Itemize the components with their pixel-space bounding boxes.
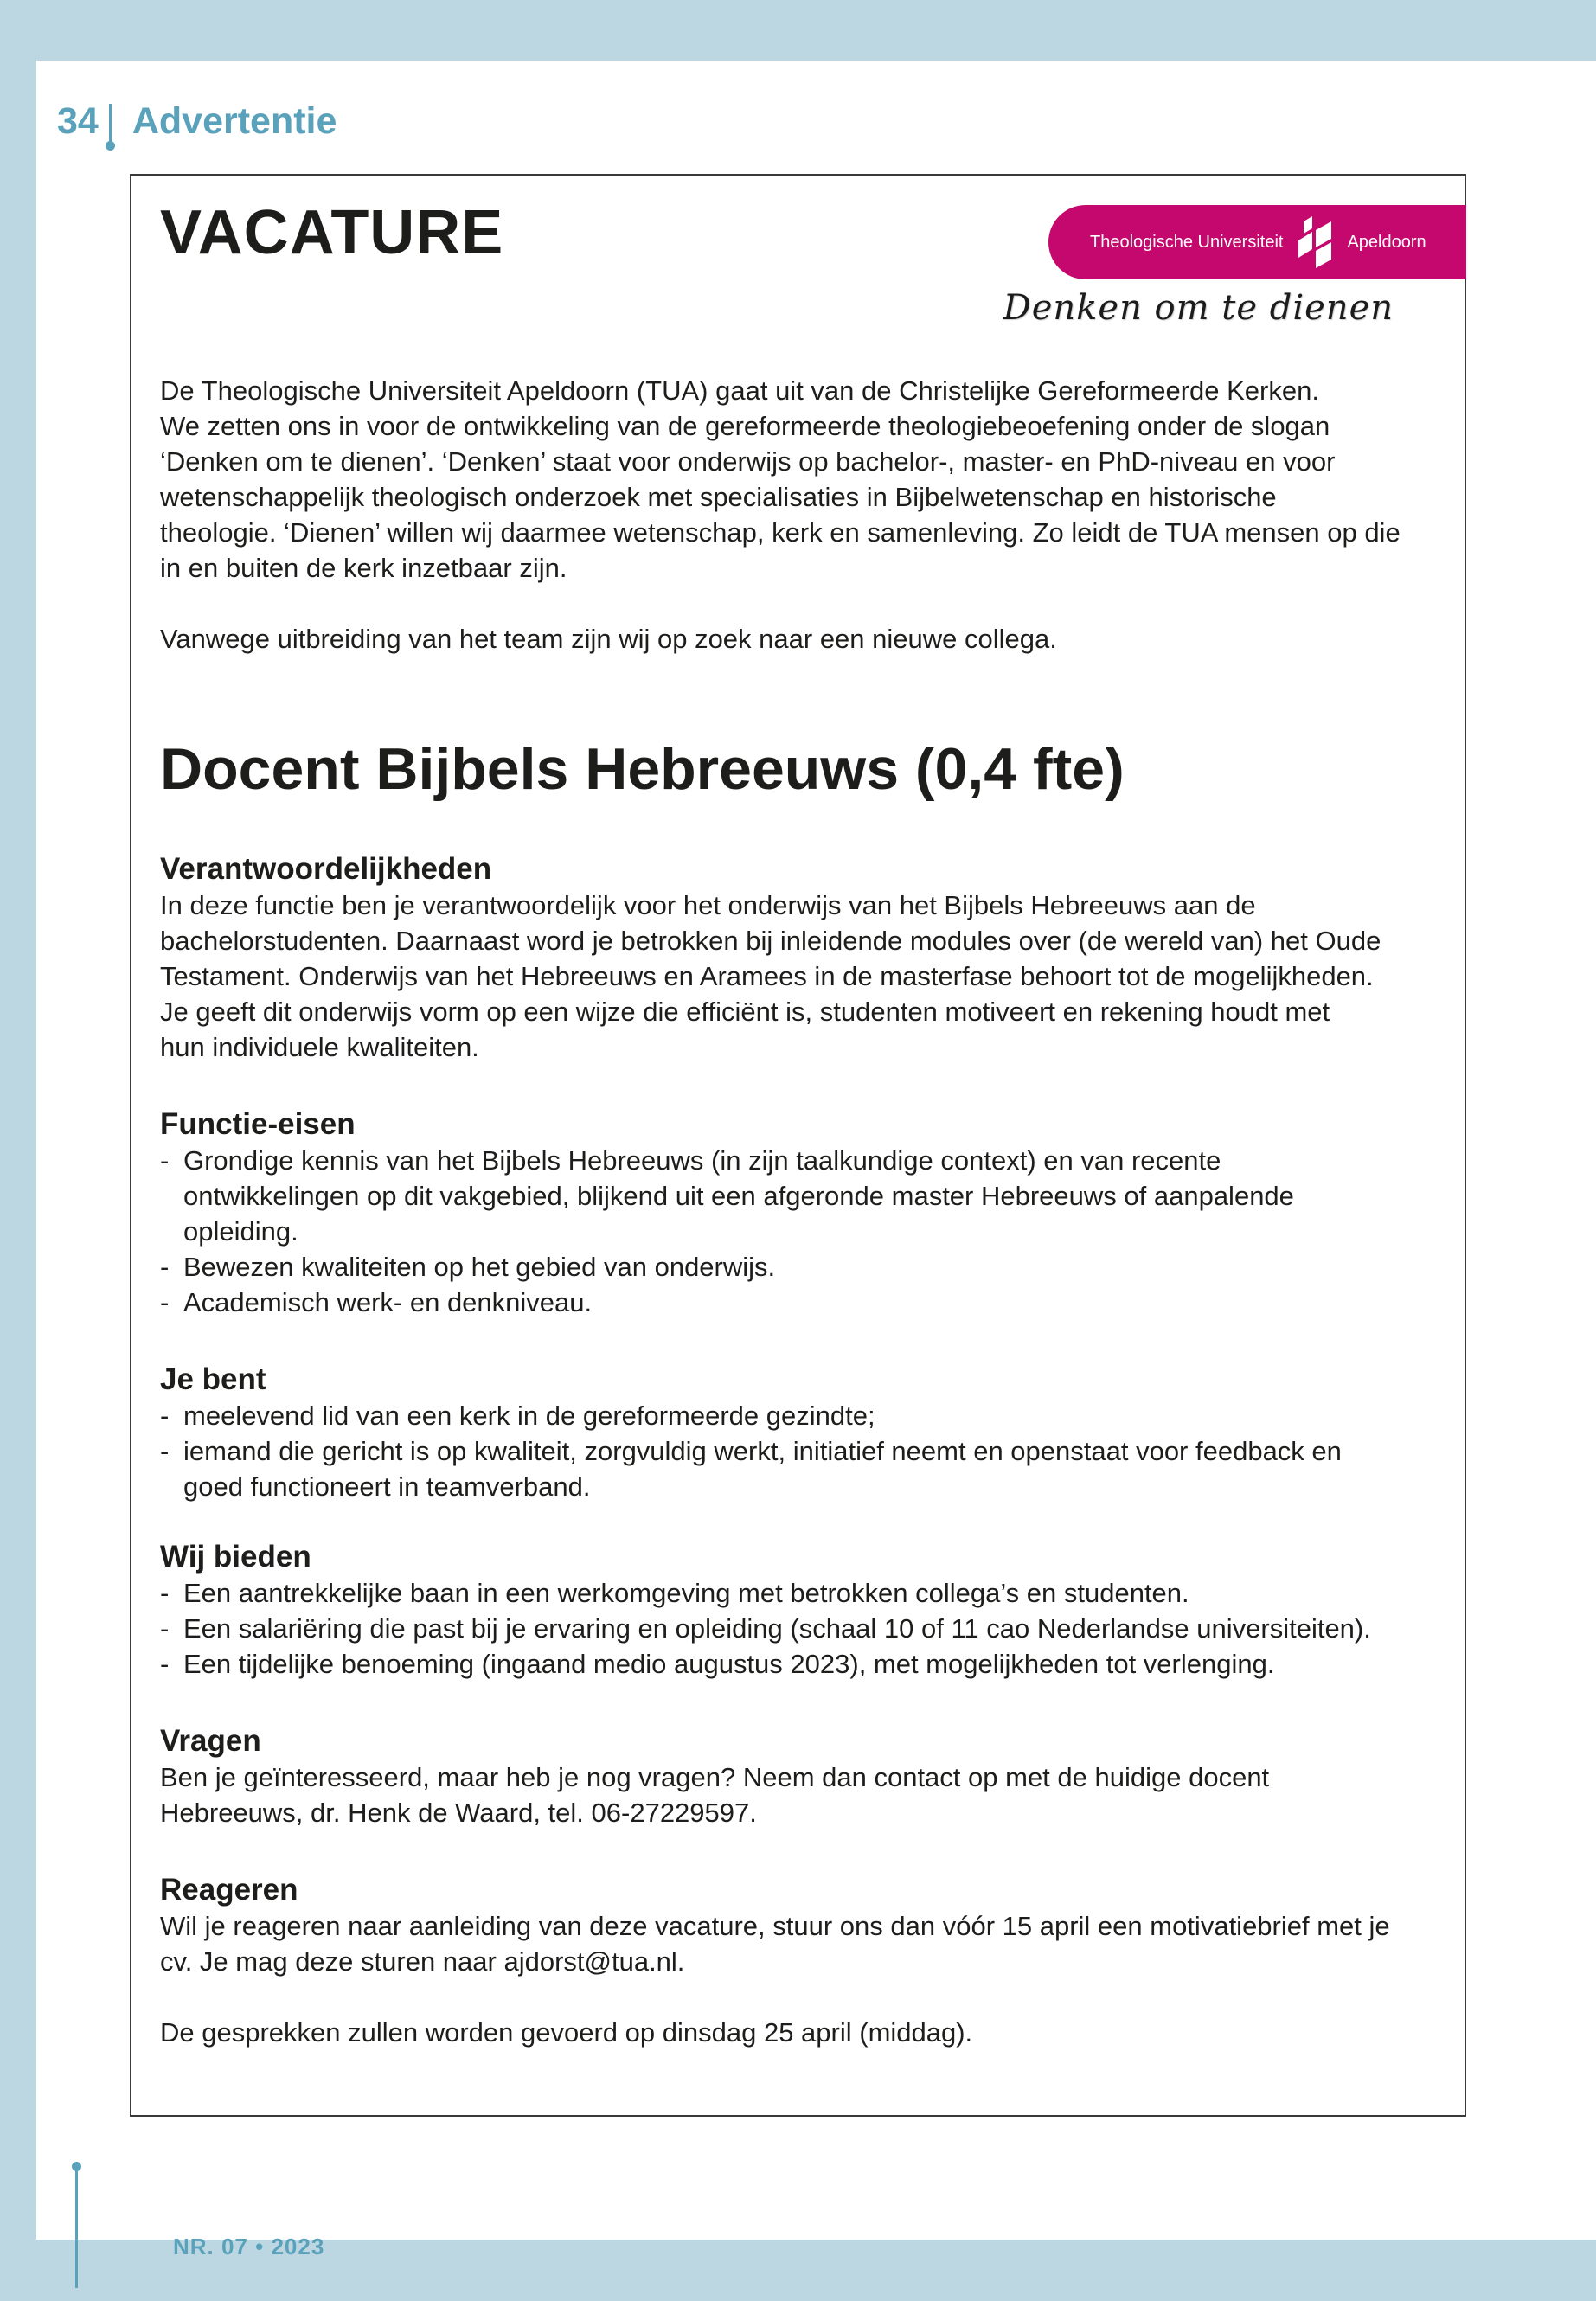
- questions-heading: Vragen: [160, 1724, 261, 1758]
- we-offer-heading: Wij bieden: [160, 1540, 311, 1574]
- requirement-line: Academisch werk- en denkniveau.: [183, 1287, 593, 1317]
- page-number: 34: [57, 99, 99, 142]
- page-header: [57, 95, 337, 147]
- we-offer-line: Een tijdelijke benoeming (ingaand medio augustus 2023), met mogelijkheden tot verlenging.: [183, 1649, 1275, 1679]
- tua-logo-icon: [1293, 215, 1336, 270]
- job-title: Docent Bijbels Hebreeuws (0,4 fte): [160, 736, 1125, 802]
- respond-heading: Reageren: [160, 1873, 298, 1907]
- you-are-list: [160, 1398, 1449, 1504]
- we-offer-item: [160, 1611, 1449, 1646]
- we-offer-line: Een aantrekkelijke baan in een werkomgeving met betrokken collega’s en studenten.: [183, 1578, 1189, 1608]
- questions-section: [160, 1723, 1449, 1830]
- requirement-item: [160, 1249, 1449, 1285]
- we-offer-line: Een salariëring die past bij je ervaring en opleiding (schaal 10 of 11 cao Nederlandse universiteiten).: [183, 1613, 1371, 1644]
- responsibilities-line: bachelorstudenten. Daarnaast word je betrokken bij inleidende modules over (de wereld van) het Oude: [160, 926, 1381, 956]
- logo-text-left: Theologische Universiteit: [1090, 232, 1284, 252]
- advertisement-content: [160, 373, 1449, 2050]
- intro-line: We zetten ons in voor de ontwikkeling van de gereformeerde theologiebeoefening onder de slogan: [160, 411, 1330, 441]
- respond-section: [160, 1872, 1449, 2050]
- requirement-line: opleiding.: [183, 1216, 298, 1247]
- logo-slogan: Denken om te dienen: [1003, 288, 1394, 328]
- you-are-line: meelevend lid van een kerk in de gereformeerde gezindte;: [183, 1400, 875, 1431]
- tua-logo-banner: [1048, 205, 1466, 279]
- requirements-list: [160, 1143, 1449, 1320]
- you-are-section: [160, 1362, 1449, 1504]
- you-are-line: goed functioneert in teamverband.: [183, 1471, 591, 1502]
- closing-line: De gesprekken zullen worden gevoerd op dinsdag 25 april (middag).: [160, 2017, 973, 2048]
- intro-line: De Theologische Universiteit Apeldoorn (TUA) gaat uit van de Christelijke Gereformeerde Kerken.: [160, 375, 1319, 406]
- we-offer-item: [160, 1575, 1449, 1611]
- we-offer-item: [160, 1646, 1449, 1682]
- intro-line: in en buiten de kerk inzetbaar zijn.: [160, 553, 567, 583]
- intro-line: wetenschappelijk theologisch onderzoek met specialisaties in Bijbelwetenschap en historische: [160, 482, 1277, 512]
- responsibilities-line: In deze functie ben je verantwoordelijk voor het onderwijs van het Bijbels Hebreeuws aan de: [160, 890, 1256, 920]
- requirement-line: Bewezen kwaliteiten op het gebied van onderwijs.: [183, 1252, 776, 1282]
- section-label: Advertentie: [131, 99, 337, 142]
- respond-line: cv. Je mag deze sturen naar ajdorst@tua.nl.: [160, 1946, 685, 1977]
- intro-line: theologie. ‘Dienen’ willen wij daarmee wetenschap, kerk en samenleving. Zo leidt de TUA mensen op die: [160, 517, 1401, 548]
- intro-line: ‘Denken om te dienen’. ‘Denken’ staat voor onderwijs op bachelor-, master- en PhD-niveau en voor: [160, 446, 1336, 477]
- responsibilities-section: [160, 851, 1449, 1065]
- requirement-line: ontwikkelingen op dit vakgebied, blijkend uit een afgeronde master Hebreeuws of aanpalende: [183, 1181, 1294, 1211]
- questions-line: Ben je geïnteresseerd, maar heb je nog vragen? Neem dan contact op met de huidige docent: [160, 1762, 1270, 1792]
- you-are-heading: Je bent: [160, 1362, 266, 1396]
- requirements-section: [160, 1106, 1449, 1320]
- you-are-line: iemand die gericht is op kwaliteit, zorgvuldig werkt, initiatief neemt en openstaat voor feedback en: [183, 1436, 1342, 1466]
- header-divider: [109, 104, 112, 145]
- logo-text-right: Apeldoorn: [1347, 232, 1426, 252]
- magazine-page: [36, 61, 1596, 2259]
- requirements-heading: Functie-eisen: [160, 1107, 356, 1141]
- responsibilities-heading: Verantwoordelijkheden: [160, 852, 492, 886]
- intro-paragraph: [160, 373, 1449, 586]
- issue-number: NR. 07 • 2023: [173, 2234, 325, 2259]
- requirement-line: Grondige kennis van het Bijbels Hebreeuws (in zijn taalkundige context) en van recente: [183, 1145, 1221, 1176]
- responsibilities-line: Testament. Onderwijs van het Hebreeuws en Aramees in de masterfase behoort tot de mogelijkheden.: [160, 961, 1374, 991]
- you-are-item: [160, 1433, 1449, 1504]
- requirement-item: [160, 1285, 1449, 1320]
- vacature-title: VACATURE: [160, 198, 504, 267]
- responsibilities-line: hun individuele kwaliteiten.: [160, 1032, 479, 1062]
- footer-divider: [75, 2167, 78, 2288]
- requirement-item: [160, 1143, 1449, 1249]
- respond-line: Wil je reageren naar aanleiding van deze vacature, stuur ons dan vóór 15 april een motivatiebrief met je: [160, 1911, 1390, 1941]
- advertisement-box: [130, 174, 1466, 2117]
- we-offer-list: [160, 1575, 1449, 1682]
- we-offer-section: [160, 1539, 1449, 1682]
- you-are-item: [160, 1398, 1449, 1433]
- search-line: Vanwege uitbreiding van het team zijn wij op zoek naar een nieuwe collega.: [160, 624, 1057, 654]
- questions-line: Hebreeuws, dr. Henk de Waard, tel. 06-27229597.: [160, 1798, 757, 1828]
- responsibilities-line: Je geeft dit onderwijs vorm op een wijze die efficiënt is, studenten motiveert en rekening houdt met: [160, 997, 1330, 1027]
